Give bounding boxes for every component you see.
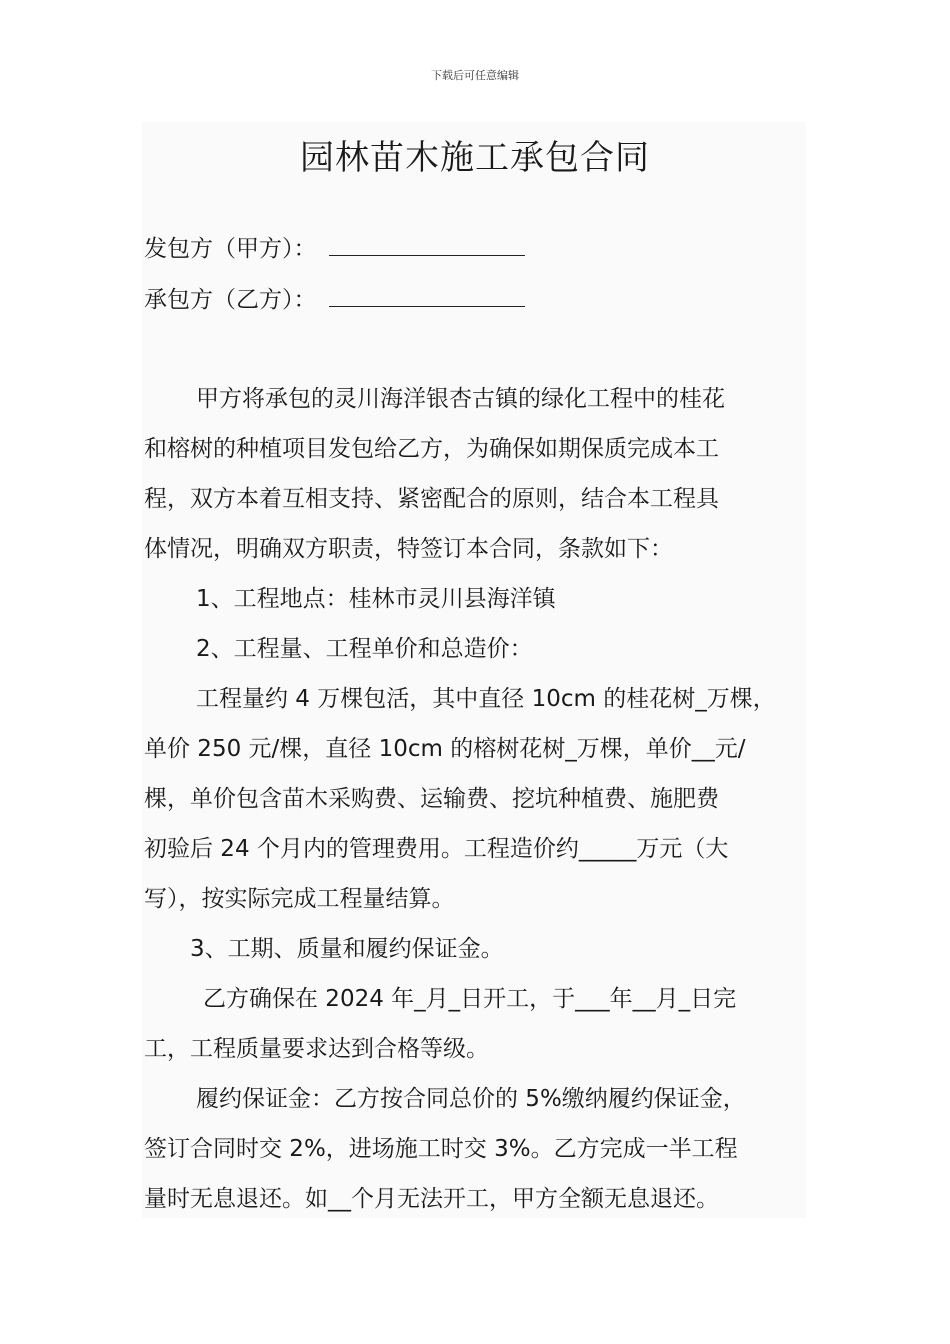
paragraph-line: 甲方将承包的灵川海洋银杏古镇的绿化工程中的桂花: [196, 386, 725, 412]
paragraph-line: 乙方确保在 2024 年_月_日开工，于___年__月_日完: [203, 986, 737, 1012]
paragraph-line: 棵，单价包含苗木采购费、运输费、挖坑种植费、施肥费: [144, 786, 719, 812]
paragraph-line: 写），按实际完成工程量结算。: [144, 886, 455, 912]
paragraph-line: 程，双方本着互相支持、紧密配合的原则，结合本工程具: [144, 486, 719, 512]
header-note: 下载后可任意编辑: [431, 69, 519, 82]
party-a-blank: [329, 235, 525, 256]
paragraph-line: 工程量约 4 万棵包活，其中直径 10cm 的桂花树_万棵，: [196, 686, 776, 712]
party-a-row: [144, 234, 525, 264]
party-b-row: [144, 285, 525, 315]
party-a-label: 发包方（甲方）：: [144, 236, 317, 262]
clause-schedule-heading: 3、工期、质量和履约保证金。: [190, 936, 504, 962]
paragraph-line: 体情况，明确双方职责，特签订本合同，条款如下：: [144, 536, 673, 562]
paragraph-line: 履约保证金：乙方按合同总价的 5%缴纳履约保证金，: [196, 1086, 746, 1112]
paragraph-line: 工，工程质量要求达到合格等级。: [144, 1036, 489, 1062]
party-b-label: 承包方（乙方）：: [144, 287, 317, 313]
paragraph-line: 初验后 24 个月内的管理费用。工程造价约_____万元（大: [144, 836, 729, 862]
paragraph-line: 单价 250 元/棵，直径 10cm 的榕树花树_万棵，单价__元/: [144, 736, 746, 762]
clause-location: 1、工程地点：桂林市灵川县海洋镇: [196, 586, 556, 612]
paragraph-line: 量时无息退还。如__个月无法开工，甲方全额无息退还。: [144, 1186, 719, 1212]
document-title: 园林苗木施工承包合同: [300, 138, 650, 178]
clause-quantity-heading: 2、工程量、工程单价和总造价：: [196, 636, 533, 662]
party-b-blank: [329, 286, 525, 307]
paragraph-line: 签订合同时交 2%，进场施工时交 3%。乙方完成一半工程: [144, 1136, 738, 1162]
paragraph-line: 和榕树的种植项目发包给乙方，为确保如期保质完成本工: [144, 436, 719, 462]
